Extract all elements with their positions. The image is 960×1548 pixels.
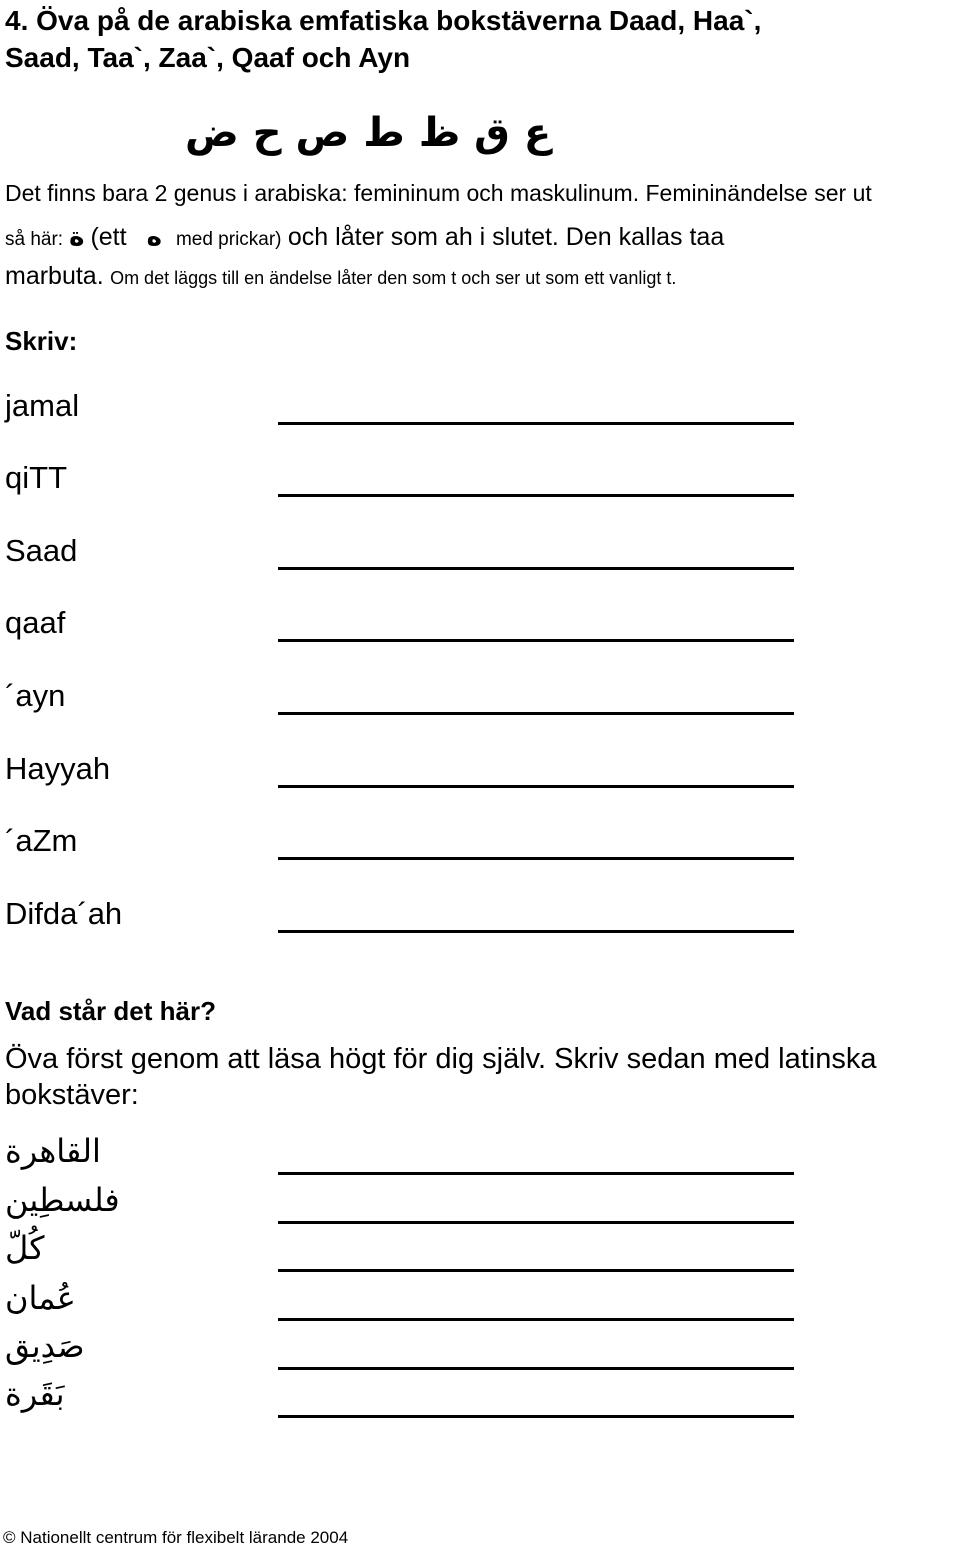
answer-line[interactable] [278, 712, 794, 715]
haa-glyph: ه [146, 222, 162, 252]
write-word-label: jamal [5, 388, 80, 423]
intro-line-2-ett: (ett [90, 223, 127, 251]
intro-line-2-end: och låter som ah i slutet. Den kallas taa [287, 223, 725, 251]
answer-line[interactable] [278, 567, 794, 570]
write-word-label: ´ayn [5, 678, 66, 713]
intro-line-3 [5, 261, 676, 293]
answer-line[interactable] [278, 1415, 794, 1418]
arabic-word: بَقَرة [5, 1375, 65, 1413]
read-heading: Vad står det här? [5, 996, 216, 1026]
read-instruction-line-2: bokstäver: [5, 1079, 139, 1111]
intro-line-1: Det finns bara 2 genus i arabiska: femininum och maskulinum. Femininändelse ser ut [5, 180, 872, 206]
intro-line-2 [5, 222, 724, 255]
write-heading: Skriv: [5, 326, 78, 356]
answer-line[interactable] [278, 639, 794, 642]
intro-line-3-marbuta: marbuta. [5, 262, 104, 290]
write-word-label: ´aZm [5, 823, 78, 858]
arabic-letters-row: ع ق ظ ط ص ح ض [185, 110, 552, 156]
intro-line-2-start: så här: [5, 229, 64, 250]
write-word-label: Saad [5, 533, 78, 568]
answer-line[interactable] [278, 1318, 794, 1321]
answer-line[interactable] [278, 857, 794, 860]
copyright-footer: © Nationellt centrum för flexibelt lärande 2004 [3, 1528, 349, 1547]
answer-line[interactable] [278, 785, 794, 788]
arabic-word: القاهرة [5, 1132, 101, 1170]
answer-line[interactable] [278, 1172, 794, 1175]
answer-line[interactable] [278, 1269, 794, 1272]
arabic-word: فلسطِين [5, 1181, 120, 1219]
arabic-word: عُمان [5, 1279, 76, 1317]
write-word-label: qiTT [5, 460, 67, 495]
intro-line-3-rest: Om det läggs till en ändelse låter den som t och ser ut som ett vanligt t. [110, 268, 677, 288]
answer-line[interactable] [278, 422, 794, 425]
page-title-line-1: 4. Öva på de arabiska emfatiska bokstäverna Daad, Haa`, [5, 5, 762, 36]
arabic-word: كُلّ [5, 1229, 45, 1267]
answer-line[interactable] [278, 1367, 794, 1370]
write-word-label: Difda´ah [5, 896, 123, 931]
page-title-line-2: Saad, Taa`, Zaa`, Qaaf och Ayn [5, 42, 411, 73]
write-word-label: qaaf [5, 605, 66, 640]
answer-line[interactable] [278, 1221, 794, 1224]
read-instruction-line-1: Öva först genom att läsa högt för dig själv. Skriv sedan med latinska [5, 1043, 877, 1075]
intro-line-2-med-prickar: med prickar) [175, 229, 282, 250]
arabic-word: صَدِيق [5, 1327, 85, 1365]
taa-marbuta-glyph: ة [69, 222, 85, 252]
answer-line[interactable] [278, 494, 794, 497]
write-word-label: Hayyah [5, 751, 111, 786]
answer-line[interactable] [278, 930, 794, 933]
